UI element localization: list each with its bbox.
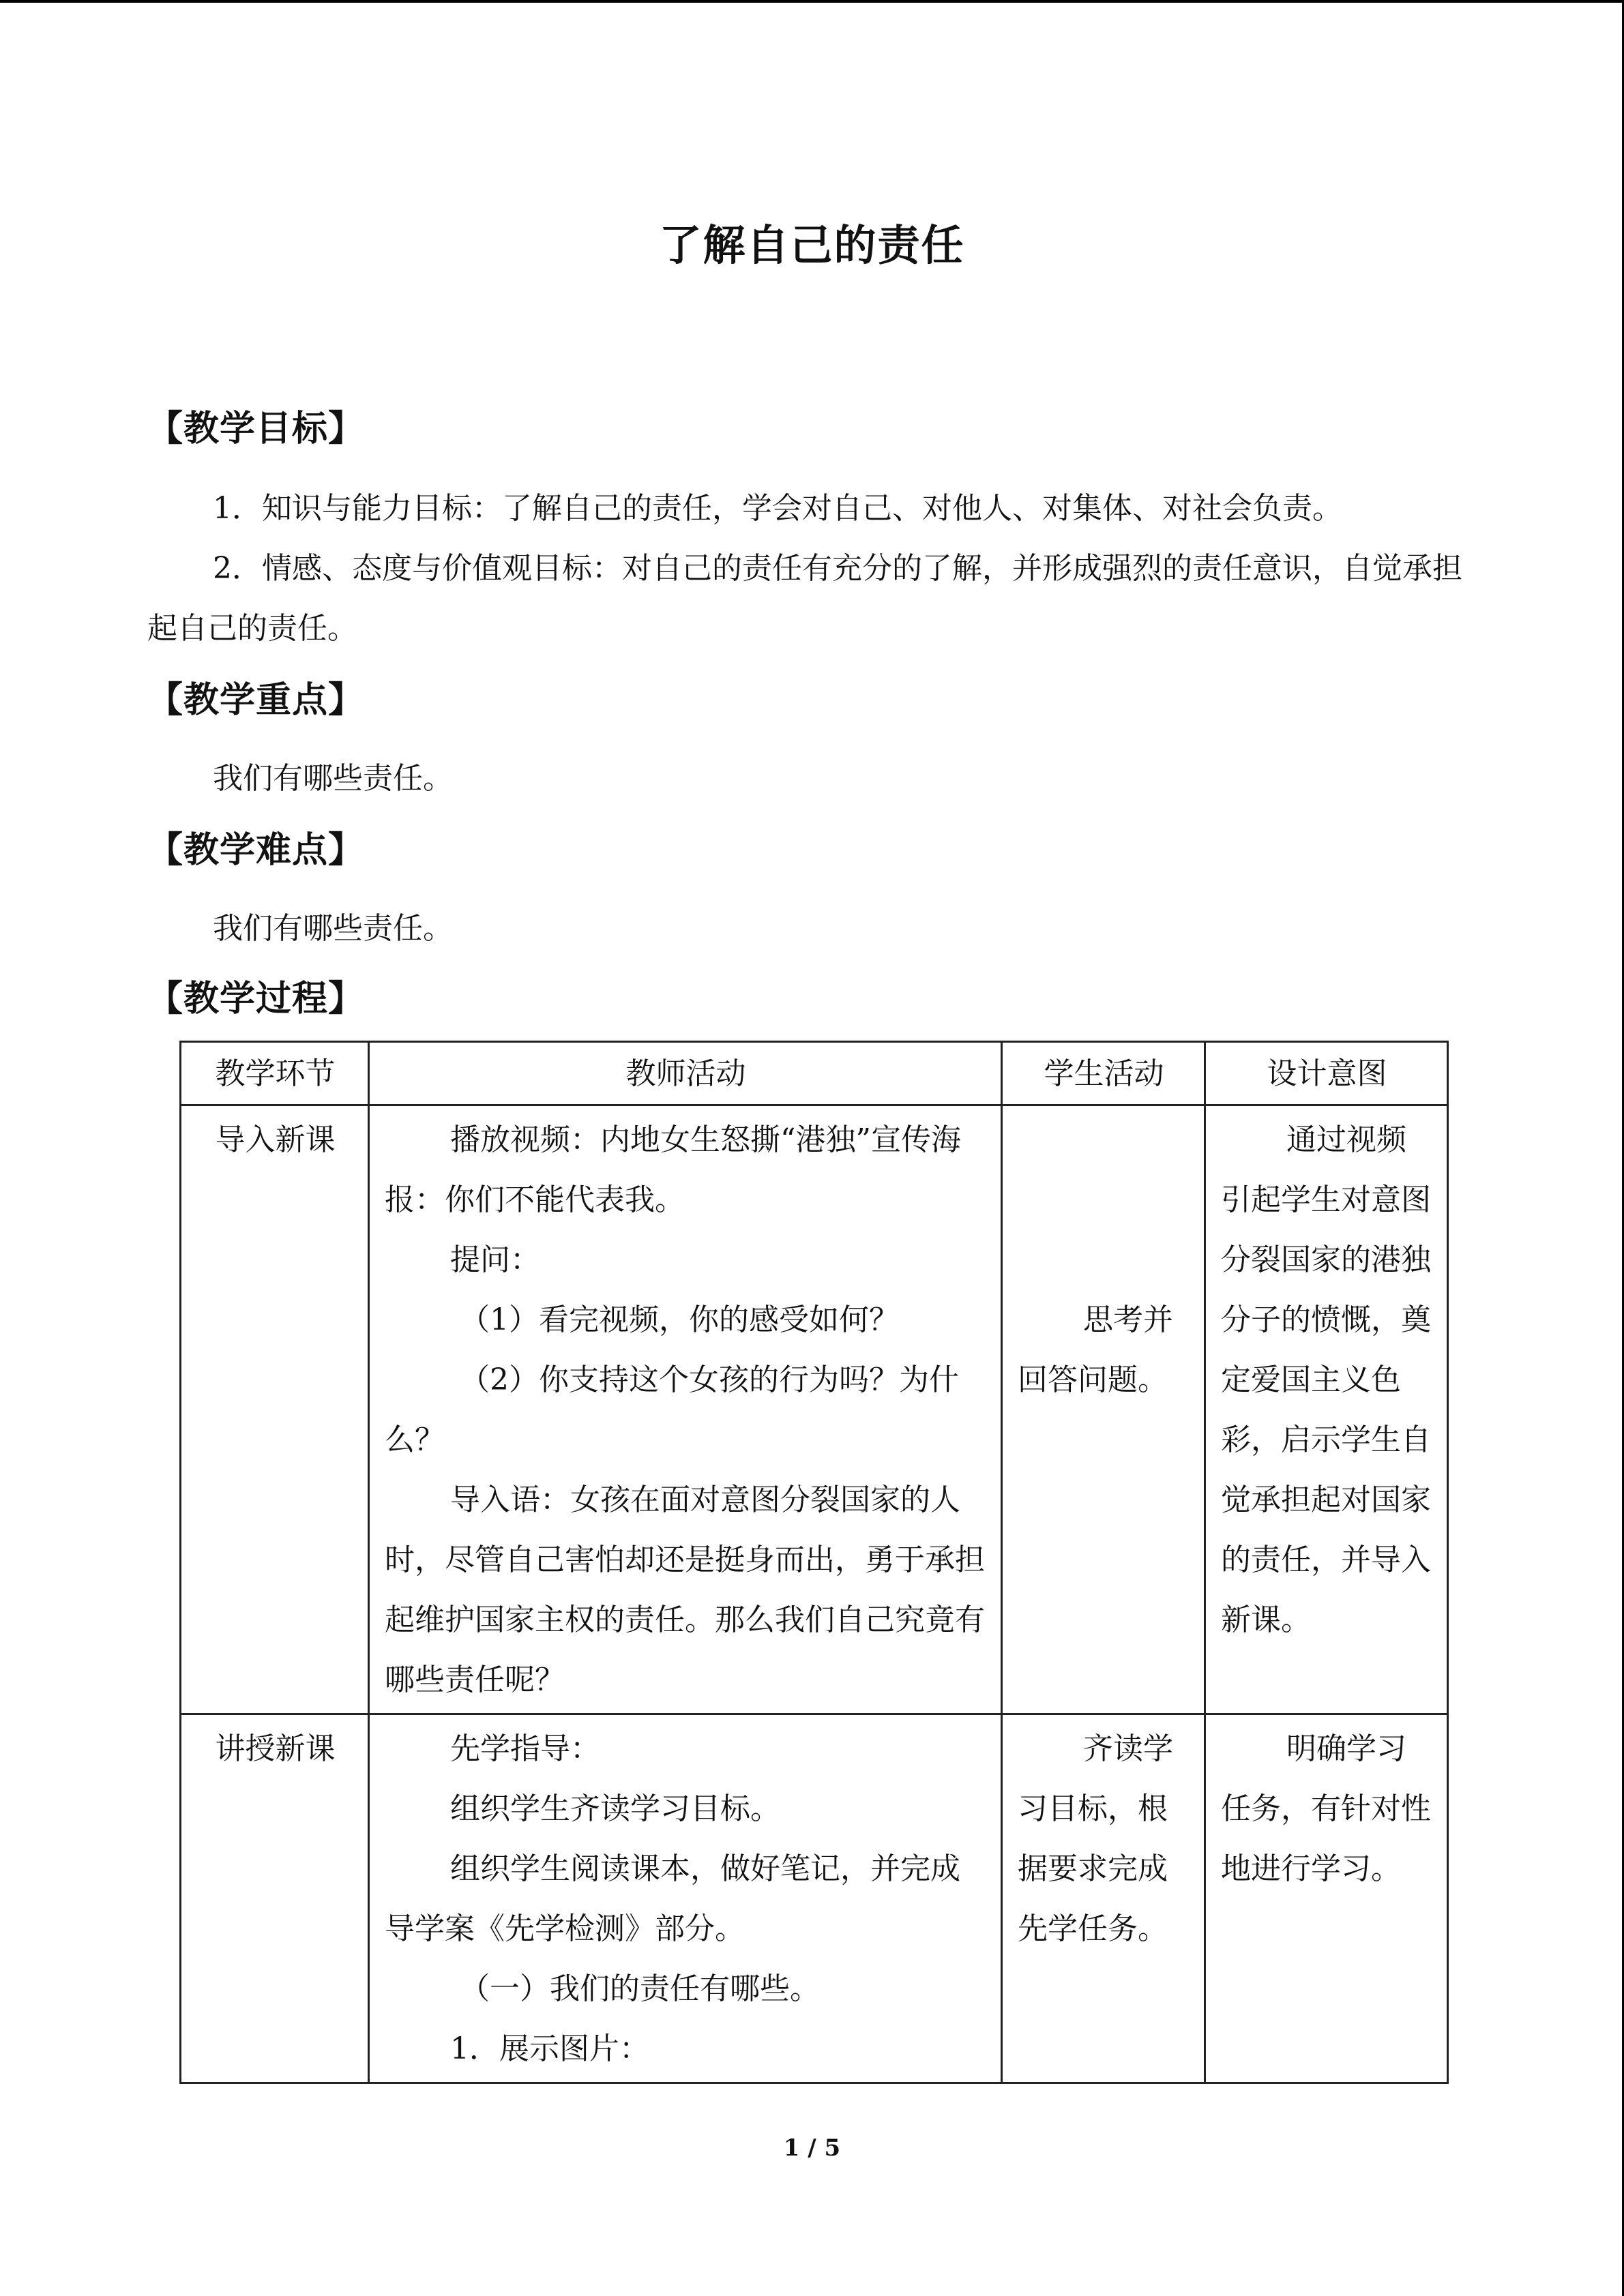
top-border-line	[0, 0, 1624, 3]
teacher-line: 播放视频：内地女生怒撕“港独”宣传海报：你们不能代表我。	[385, 1122, 961, 1217]
teacher-line: （一）我们的责任有哪些。	[460, 1971, 820, 2006]
column-header-intent: 设计意图	[1205, 1042, 1448, 1105]
student-text: 齐读学习目标，根据要求完成先学任务。	[1018, 1731, 1173, 1946]
cell-design-intent	[1205, 1714, 1448, 2083]
cell-stage: 导入新课	[181, 1105, 369, 1714]
document-title: 了解自己的责任	[659, 220, 965, 270]
objective-item-2: 2．情感、态度与价值观目标：对自己的责任有充分的了解，并形成强烈的责任意识，自觉承担起自己的责任。	[147, 551, 1462, 646]
key-points-text: 我们有哪些责任。	[213, 761, 453, 796]
heading-key-points: 【教学重点】	[147, 680, 365, 721]
column-header-student: 学生活动	[1002, 1042, 1205, 1105]
cell-teacher-activity	[369, 1105, 1002, 1714]
intent-text: 通过视频引起学生对意图分裂国家的港独分子的愤慨，奠定爱国主义色彩，启示学生自觉承担起对国家的责任，并导入新课。	[1221, 1122, 1431, 1637]
heading-objectives: 【教学目标】	[147, 408, 365, 449]
column-header-stage: 教学环节	[181, 1042, 369, 1105]
difficulties-text: 我们有哪些责任。	[213, 911, 453, 946]
cell-student-activity	[1002, 1714, 1205, 2083]
teacher-line: 1．展示图片：	[450, 2031, 649, 2066]
cell-design-intent	[1205, 1105, 1448, 1714]
teacher-line: 组织学生阅读课本，做好笔记，并完成导学案《先学检测》部分。	[385, 1851, 960, 1946]
table-row	[181, 1105, 1448, 1714]
intent-text: 明确学习任务，有针对性地进行学习。	[1221, 1731, 1431, 1886]
teacher-line: 组织学生齐读学习目标。	[450, 1791, 780, 1826]
heading-process: 【教学过程】	[147, 979, 365, 1019]
page-number: 1 / 5	[783, 2134, 841, 2162]
student-text: 思考并回答问题。	[1018, 1302, 1173, 1397]
column-header-teacher: 教师活动	[369, 1042, 1002, 1105]
teacher-line: 提问：	[450, 1242, 540, 1277]
objective-item-1: 1．知识与能力目标：了解自己的责任，学会对自己、对他人、对集体、对社会负责。	[213, 491, 1342, 526]
teacher-line: 导入语：女孩在面对意图分裂国家的人时，尽管自己害怕却还是挺身而出，勇于承担起维护国家主权的责任。那么我们自己究竟有哪些责任呢？	[385, 1482, 985, 1697]
cell-teacher-activity	[369, 1714, 1002, 2083]
cell-stage: 讲授新课	[181, 1714, 369, 2083]
teaching-process-table	[179, 1041, 1449, 2084]
teacher-line: （1）看完视频，你的感受如何？	[460, 1302, 899, 1337]
heading-difficulties: 【教学难点】	[147, 830, 365, 871]
teacher-line: （2）你支持这个女孩的行为吗？为什么？	[385, 1362, 959, 1457]
table-row	[181, 1714, 1448, 2083]
cell-student-activity	[1002, 1105, 1205, 1714]
table-header-row	[181, 1042, 1448, 1105]
teacher-line: 先学指导：	[450, 1731, 600, 1766]
